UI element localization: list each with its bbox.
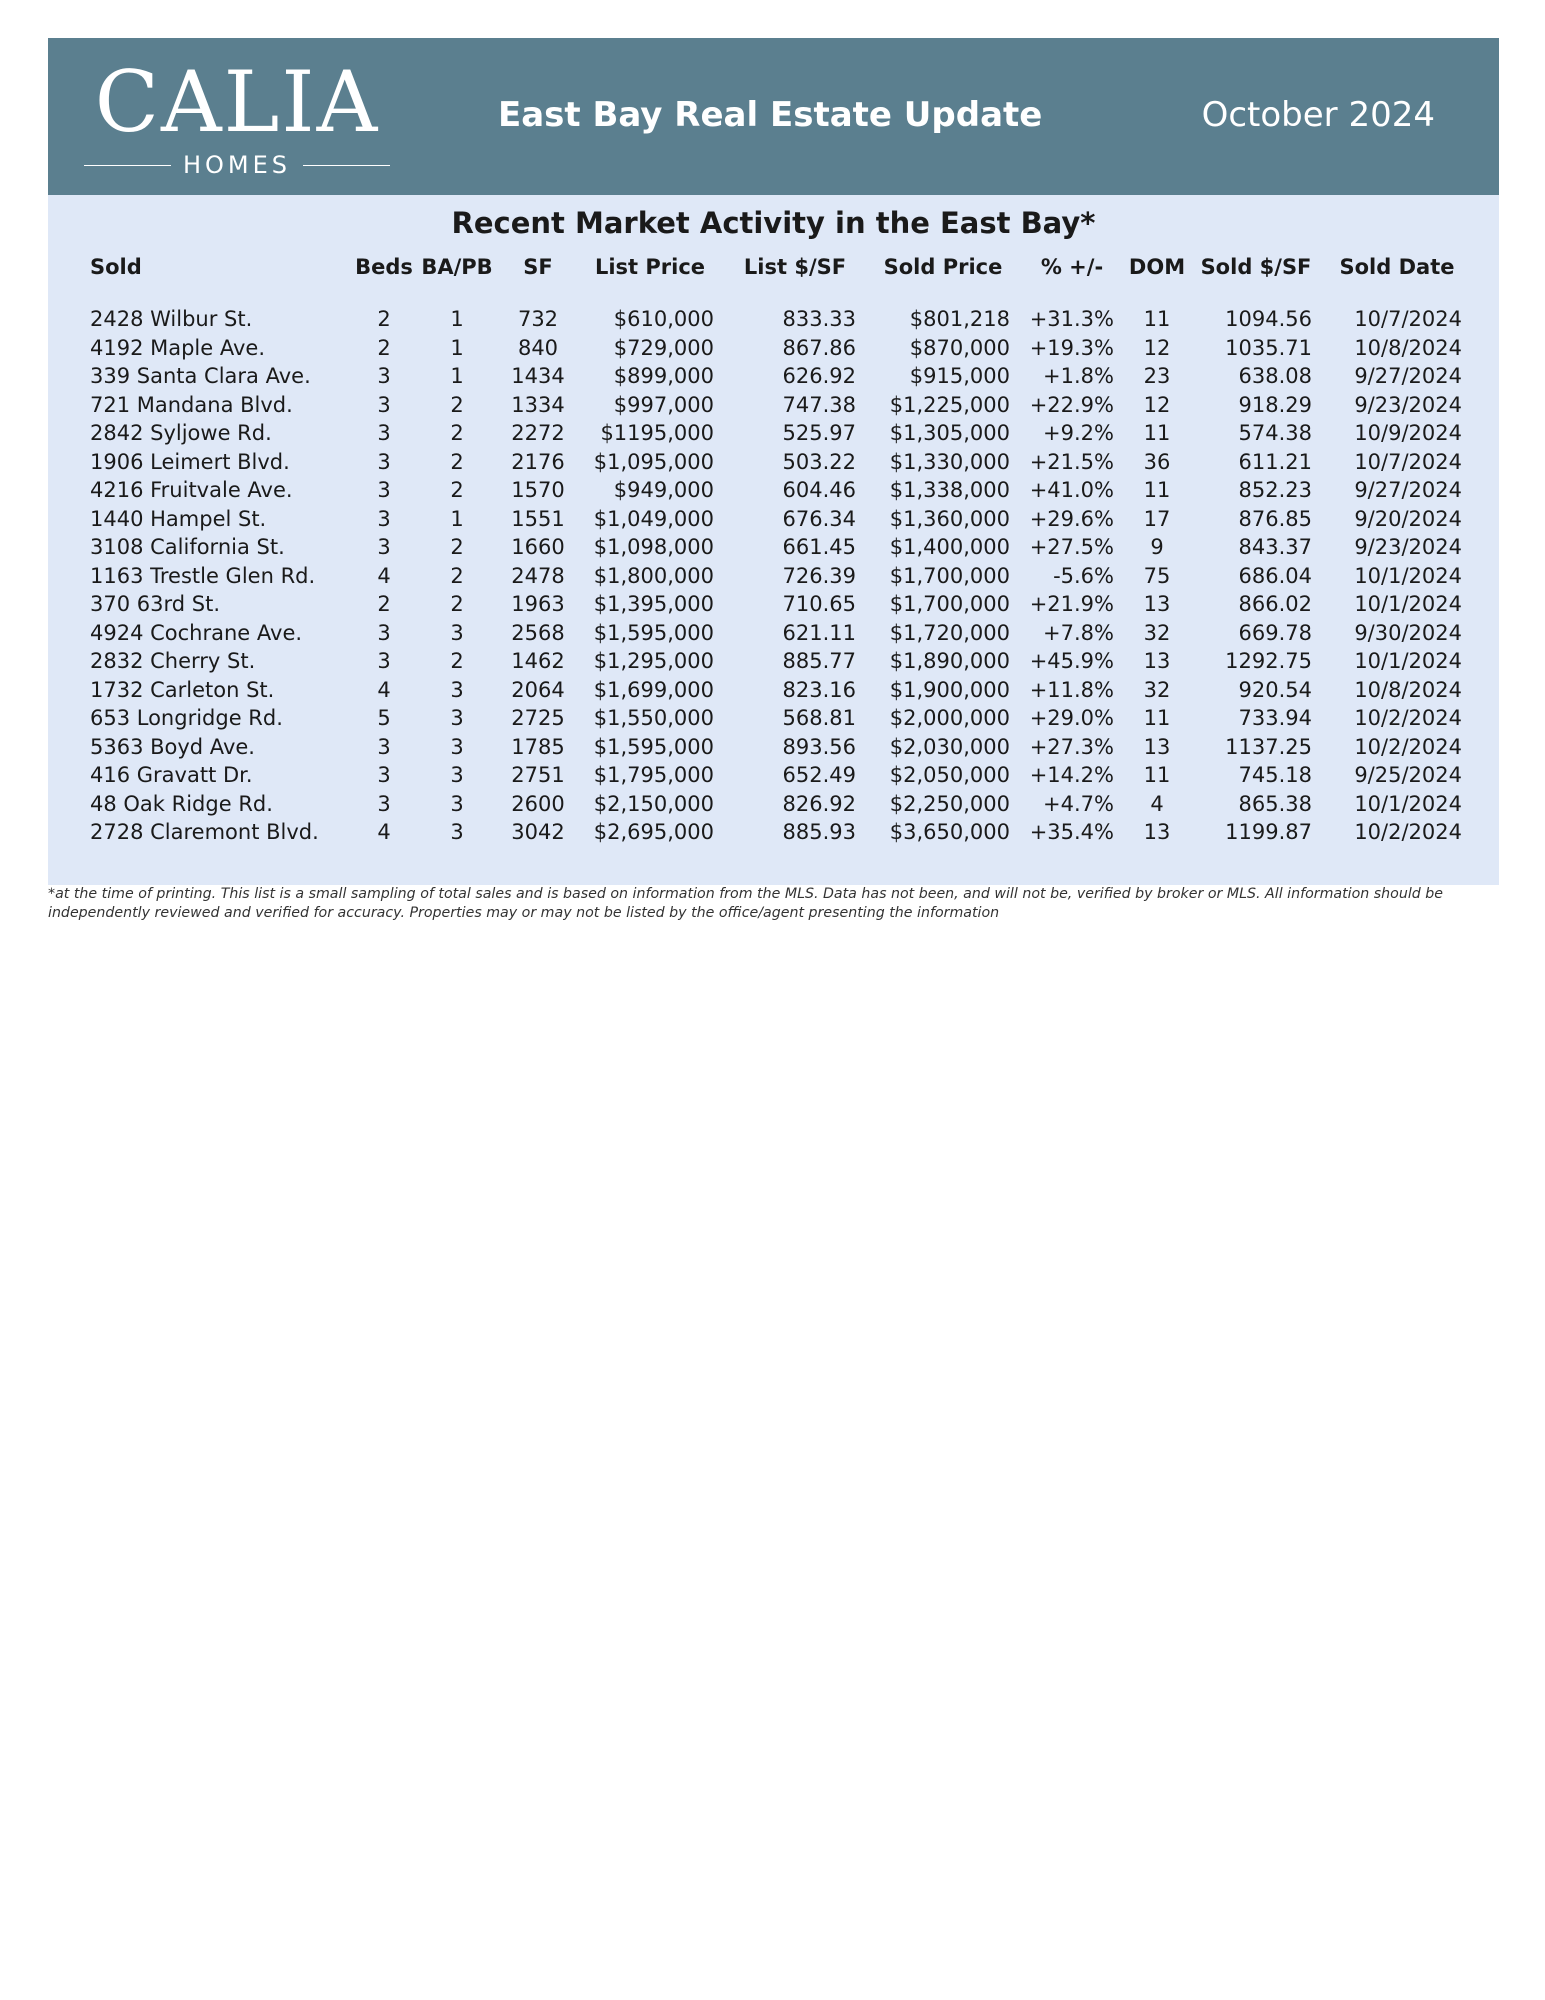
table-row	[84, 419, 1472, 448]
cell-list-price: $1,550,000	[593, 706, 714, 730]
cell-list-price: $1,699,000	[593, 677, 714, 702]
cell-baths: 3	[450, 620, 464, 645]
cell-square-feet: 732	[517, 307, 559, 331]
cell-sold-price-per-sf: 1137.25	[1225, 734, 1312, 759]
cell-list-price-per-sf: 676.34	[782, 506, 856, 531]
cell-baths: 2	[450, 449, 464, 474]
cell-sold-price: $1,225,000	[889, 392, 1010, 417]
logo-rule-right	[303, 165, 390, 166]
cell-square-feet: 1434	[511, 364, 565, 388]
table-row	[84, 790, 1472, 819]
cell-sold-price: $1,890,000	[889, 649, 1010, 673]
cell-sold-date: 9/25/2024	[1354, 763, 1462, 787]
table-row	[84, 676, 1472, 705]
cell-list-price: $949,000	[613, 478, 714, 502]
table-row	[84, 391, 1472, 420]
cell-sold-date: 9/27/2024	[1354, 364, 1462, 388]
cell-list-price-per-sf: 747.38	[782, 392, 856, 417]
cell-list-price-per-sf: 885.77	[782, 649, 856, 673]
cell-list-price-per-sf: 652.49	[782, 763, 856, 787]
column-header-sold-date: Sold Date	[1339, 255, 1455, 279]
cell-percent-change: +41.0%	[1029, 478, 1114, 502]
cell-square-feet: 3042	[511, 820, 565, 844]
cell-address: 2842 Syljowe Rd.	[90, 421, 272, 445]
cell-days-on-market: 13	[1143, 820, 1171, 844]
cell-sold-price-per-sf: 1199.87	[1225, 820, 1312, 844]
cell-square-feet: 2751	[511, 763, 565, 787]
cell-list-price: $997,000	[613, 392, 714, 417]
cell-beds: 4	[377, 563, 391, 588]
cell-sold-price: $3,650,000	[889, 820, 1010, 844]
cell-percent-change: +22.9%	[1029, 392, 1114, 417]
cell-days-on-market: 11	[1143, 706, 1171, 730]
logo-subtitle: HOMES	[182, 151, 292, 179]
panel-title: Recent Market Activity in the East Bay*	[451, 206, 1096, 240]
calia-homes-logo	[84, 52, 390, 182]
cell-sold-price-per-sf: 1094.56	[1225, 307, 1312, 331]
cell-list-price: $2,150,000	[593, 791, 714, 816]
cell-list-price-per-sf: 525.97	[782, 421, 856, 445]
table-row	[84, 289, 1472, 334]
cell-days-on-market: 36	[1143, 449, 1171, 474]
cell-sold-date: 10/1/2024	[1354, 592, 1462, 616]
cell-square-feet: 2725	[511, 706, 565, 730]
cell-days-on-market: 4	[1150, 791, 1164, 816]
cell-list-price-per-sf: 833.33	[782, 307, 856, 331]
cell-sold-price-per-sf: 1292.75	[1225, 649, 1312, 673]
cell-percent-change: +29.6%	[1029, 506, 1114, 531]
cell-baths: 2	[450, 535, 464, 559]
cell-list-price-per-sf: 604.46	[782, 478, 856, 502]
cell-beds: 5	[377, 706, 391, 730]
cell-beds: 2	[377, 307, 391, 331]
cell-baths: 1	[450, 335, 464, 360]
cell-sold-price: $915,000	[909, 364, 1010, 388]
cell-sold-date: 9/30/2024	[1354, 620, 1462, 645]
table-row	[84, 476, 1472, 505]
cell-days-on-market: 13	[1143, 592, 1171, 616]
cell-list-price-per-sf: 621.11	[782, 620, 856, 645]
table-header-row	[84, 245, 1472, 289]
cell-address: 1732 Carleton St.	[90, 677, 275, 702]
table-row	[84, 448, 1472, 477]
cell-sold-date: 10/2/2024	[1354, 706, 1462, 730]
cell-address: 416 Gravatt Dr.	[90, 763, 253, 787]
report-date: October 2024	[1201, 95, 1435, 135]
table-row	[84, 704, 1472, 733]
cell-list-price: $1,595,000	[593, 620, 714, 645]
cell-list-price: $1195,000	[600, 421, 714, 445]
cell-sold-date: 10/7/2024	[1354, 449, 1462, 474]
cell-sold-date: 9/20/2024	[1354, 506, 1462, 531]
cell-sold-price-per-sf: 745.18	[1238, 763, 1312, 787]
cell-list-price: $610,000	[613, 307, 714, 331]
cell-address: 4216 Fruitvale Ave.	[90, 478, 293, 502]
column-header-beds: Beds	[355, 255, 413, 279]
cell-square-feet: 1660	[511, 535, 565, 559]
cell-address: 4924 Cochrane Ave.	[90, 620, 303, 645]
cell-sold-price: $1,400,000	[889, 535, 1010, 559]
cell-days-on-market: 11	[1143, 763, 1171, 787]
report-header	[48, 38, 1499, 195]
cell-sold-date: 10/2/2024	[1354, 734, 1462, 759]
cell-baths: 1	[450, 506, 464, 531]
cell-address: 5363 Boyd Ave.	[90, 734, 255, 759]
cell-days-on-market: 13	[1143, 734, 1171, 759]
cell-list-price: $729,000	[613, 335, 714, 360]
cell-sold-price-per-sf: 852.23	[1238, 478, 1312, 502]
cell-percent-change: +35.4%	[1029, 820, 1114, 844]
cell-baths: 3	[450, 791, 464, 816]
column-header-list-price: List Price	[594, 255, 706, 279]
column-header-ba-pb: BA/PB	[421, 255, 493, 279]
cell-sold-price-per-sf: 733.94	[1238, 706, 1312, 730]
column-header-sold: Sold	[90, 255, 142, 279]
report-title: East Bay Real Estate Update	[498, 95, 1043, 135]
cell-sold-price: $2,250,000	[889, 791, 1010, 816]
cell-address: 339 Santa Clara Ave.	[90, 364, 311, 388]
cell-list-price-per-sf: 661.45	[782, 535, 856, 559]
cell-days-on-market: 23	[1143, 364, 1171, 388]
cell-square-feet: 1963	[511, 592, 565, 616]
cell-sold-price: $1,900,000	[889, 677, 1010, 702]
cell-sold-price: $1,330,000	[889, 449, 1010, 474]
cell-baths: 1	[450, 364, 464, 388]
cell-square-feet: 840	[517, 335, 559, 360]
cell-sold-price-per-sf: 843.37	[1238, 535, 1312, 559]
cell-beds: 2	[377, 335, 391, 360]
cell-sold-price: $1,338,000	[889, 478, 1010, 502]
cell-list-price-per-sf: 823.16	[782, 677, 856, 702]
cell-percent-change: +45.9%	[1029, 649, 1114, 673]
cell-percent-change: +27.3%	[1029, 734, 1114, 759]
cell-days-on-market: 32	[1143, 677, 1171, 702]
cell-list-price-per-sf: 893.56	[782, 734, 856, 759]
logo-wordmark: CALIA	[94, 53, 380, 151]
column-header-dom: DOM	[1128, 255, 1186, 279]
sales-table	[84, 245, 1472, 847]
cell-percent-change: +21.5%	[1029, 449, 1114, 474]
cell-square-feet: 2568	[511, 620, 565, 645]
cell-percent-change: +19.3%	[1029, 335, 1114, 360]
cell-list-price: $1,595,000	[593, 734, 714, 759]
table-row	[84, 562, 1472, 591]
table-row	[84, 733, 1472, 762]
cell-sold-price-per-sf: 669.78	[1238, 620, 1312, 645]
cell-days-on-market: 32	[1143, 620, 1171, 645]
column-header-sold-per-sf: Sold $/SF	[1200, 255, 1312, 279]
cell-percent-change: +11.8%	[1029, 677, 1114, 702]
cell-sold-price: $801,218	[909, 307, 1010, 331]
table-row	[84, 647, 1472, 676]
cell-address: 370 63rd St.	[90, 592, 220, 616]
cell-sold-price-per-sf: 866.02	[1238, 592, 1312, 616]
cell-sold-price: $1,700,000	[889, 563, 1010, 588]
cell-address: 1440 Hampel St.	[90, 506, 267, 531]
cell-sold-price-per-sf: 574.38	[1238, 421, 1312, 445]
cell-baths: 3	[450, 763, 464, 787]
cell-days-on-market: 17	[1143, 506, 1171, 531]
cell-list-price-per-sf: 726.39	[782, 563, 856, 588]
cell-square-feet: 2064	[511, 677, 565, 702]
cell-sold-price-per-sf: 1035.71	[1225, 335, 1312, 360]
cell-square-feet: 1462	[511, 649, 565, 673]
cell-address: 48 Oak Ridge Rd.	[90, 791, 273, 816]
cell-square-feet: 1334	[511, 392, 565, 417]
cell-sold-price-per-sf: 876.85	[1238, 506, 1312, 531]
cell-list-price-per-sf: 826.92	[782, 791, 856, 816]
logo-rule-left	[84, 165, 171, 166]
cell-list-price: $1,095,000	[593, 449, 714, 474]
cell-sold-price: $1,720,000	[889, 620, 1010, 645]
cell-percent-change: +9.2%	[1043, 421, 1114, 445]
cell-address: 653 Longridge Rd.	[90, 706, 283, 730]
cell-baths: 1	[450, 307, 464, 331]
column-header-list-per-sf: List $/SF	[743, 255, 847, 279]
cell-beds: 3	[377, 620, 391, 645]
cell-beds: 4	[377, 820, 391, 844]
sales-table-body	[84, 289, 1472, 847]
table-row	[84, 818, 1472, 847]
cell-days-on-market: 9	[1150, 535, 1164, 559]
cell-address: 2428 Wilbur St.	[90, 307, 253, 331]
cell-percent-change: -5.6%	[1053, 563, 1114, 588]
cell-percent-change: +14.2%	[1029, 763, 1114, 787]
cell-list-price-per-sf: 626.92	[782, 364, 856, 388]
cell-beds: 4	[377, 677, 391, 702]
cell-beds: 3	[377, 649, 391, 673]
cell-list-price: $1,395,000	[593, 592, 714, 616]
column-header-sold-price: Sold Price	[883, 255, 1003, 279]
market-activity-panel	[48, 195, 1499, 885]
cell-beds: 3	[377, 449, 391, 474]
cell-list-price: $1,295,000	[593, 649, 714, 673]
cell-beds: 3	[377, 392, 391, 417]
cell-beds: 2	[377, 592, 391, 616]
cell-square-feet: 2176	[511, 449, 565, 474]
cell-beds: 3	[377, 791, 391, 816]
cell-percent-change: +7.8%	[1043, 620, 1114, 645]
cell-sold-date: 10/1/2024	[1354, 563, 1462, 588]
column-header-sf: SF	[523, 255, 553, 279]
cell-beds: 3	[377, 763, 391, 787]
cell-beds: 3	[377, 421, 391, 445]
cell-baths: 3	[450, 820, 464, 844]
cell-sold-price-per-sf: 918.29	[1238, 392, 1312, 417]
cell-list-price: $1,795,000	[593, 763, 714, 787]
cell-baths: 2	[450, 592, 464, 616]
cell-square-feet: 2272	[511, 421, 565, 445]
cell-sold-price: $2,050,000	[889, 763, 1010, 787]
cell-address: 1163 Trestle Glen Rd.	[90, 563, 316, 588]
cell-days-on-market: 75	[1143, 563, 1171, 588]
cell-sold-price: $870,000	[909, 335, 1010, 360]
cell-square-feet: 1785	[511, 734, 565, 759]
table-row	[84, 505, 1472, 534]
cell-list-price: $899,000	[613, 364, 714, 388]
cell-sold-date: 10/2/2024	[1354, 820, 1462, 844]
cell-address: 4192 Maple Ave.	[90, 335, 266, 360]
cell-list-price: $2,695,000	[593, 820, 714, 844]
cell-address: 2728 Claremont Blvd.	[90, 820, 319, 844]
cell-sold-price-per-sf: 611.21	[1238, 449, 1312, 474]
cell-sold-date: 9/27/2024	[1354, 478, 1462, 502]
cell-square-feet: 2600	[511, 791, 565, 816]
cell-beds: 3	[377, 535, 391, 559]
cell-baths: 3	[450, 734, 464, 759]
table-row	[84, 619, 1472, 648]
cell-beds: 3	[377, 506, 391, 531]
disclaimer-footnote: *at the time of printing. This list is a small sampling of total sales and is based on information from the MLS. Data has not been, and will not be, verified by broker or MLS. All information should be independently reviewed and verified for accuracy. Properties may or may not be listed by the office/agent presenting the information	[48, 886, 1444, 921]
cell-percent-change: +31.3%	[1029, 307, 1114, 331]
cell-sold-price-per-sf: 920.54	[1238, 677, 1312, 702]
cell-days-on-market: 12	[1143, 335, 1171, 360]
cell-sold-date: 9/23/2024	[1354, 535, 1462, 559]
cell-baths: 3	[450, 706, 464, 730]
cell-days-on-market: 11	[1143, 307, 1171, 331]
cell-days-on-market: 11	[1143, 421, 1171, 445]
cell-beds: 3	[377, 478, 391, 502]
cell-list-price-per-sf: 885.93	[782, 820, 856, 844]
cell-list-price-per-sf: 503.22	[782, 449, 856, 474]
cell-baths: 2	[450, 392, 464, 417]
cell-percent-change: +27.5%	[1029, 535, 1114, 559]
cell-baths: 2	[450, 649, 464, 673]
logo-subline	[84, 150, 390, 180]
cell-sold-price: $1,360,000	[889, 506, 1010, 531]
cell-sold-price-per-sf: 865.38	[1238, 791, 1312, 816]
cell-sold-price-per-sf: 638.08	[1238, 364, 1312, 388]
cell-percent-change: +29.0%	[1029, 706, 1114, 730]
cell-sold-date: 10/1/2024	[1354, 791, 1462, 816]
cell-days-on-market: 11	[1143, 478, 1171, 502]
cell-sold-date: 10/8/2024	[1354, 335, 1462, 360]
cell-baths: 2	[450, 563, 464, 588]
cell-baths: 2	[450, 478, 464, 502]
cell-list-price-per-sf: 867.86	[782, 335, 856, 360]
cell-address: 1906 Leimert Blvd.	[90, 449, 290, 474]
cell-sold-date: 10/8/2024	[1354, 677, 1462, 702]
cell-sold-price: $2,000,000	[889, 706, 1010, 730]
cell-square-feet: 1570	[511, 478, 565, 502]
cell-address: 2832 Cherry St.	[90, 649, 256, 673]
cell-days-on-market: 12	[1143, 392, 1171, 417]
cell-sold-date: 9/23/2024	[1354, 392, 1462, 417]
cell-address: 721 Mandana Blvd.	[90, 392, 293, 417]
cell-sold-date: 10/1/2024	[1354, 649, 1462, 673]
cell-sold-date: 10/9/2024	[1354, 421, 1462, 445]
table-row	[84, 362, 1472, 391]
table-row	[84, 334, 1472, 363]
cell-sold-price-per-sf: 686.04	[1238, 563, 1312, 588]
cell-square-feet: 1551	[511, 506, 565, 531]
cell-percent-change: +4.7%	[1043, 791, 1114, 816]
cell-baths: 3	[450, 677, 464, 702]
table-row	[84, 533, 1472, 562]
table-row	[84, 590, 1472, 619]
cell-beds: 3	[377, 734, 391, 759]
cell-sold-price: $2,030,000	[889, 734, 1010, 759]
table-row	[84, 761, 1472, 790]
cell-beds: 3	[377, 364, 391, 388]
cell-percent-change: +1.8%	[1043, 364, 1114, 388]
cell-address: 3108 California St.	[90, 535, 285, 559]
cell-sold-price: $1,305,000	[889, 421, 1010, 445]
cell-sold-price: $1,700,000	[889, 592, 1010, 616]
cell-sold-date: 10/7/2024	[1354, 307, 1462, 331]
cell-list-price: $1,098,000	[593, 535, 714, 559]
cell-list-price: $1,049,000	[593, 506, 714, 531]
cell-percent-change: +21.9%	[1029, 592, 1114, 616]
cell-list-price-per-sf: 568.81	[782, 706, 856, 730]
cell-square-feet: 2478	[511, 563, 565, 588]
cell-days-on-market: 13	[1143, 649, 1171, 673]
cell-baths: 2	[450, 421, 464, 445]
cell-list-price-per-sf: 710.65	[782, 592, 856, 616]
cell-list-price: $1,800,000	[593, 563, 714, 588]
column-header-percent-change: % +/-	[1040, 255, 1104, 279]
